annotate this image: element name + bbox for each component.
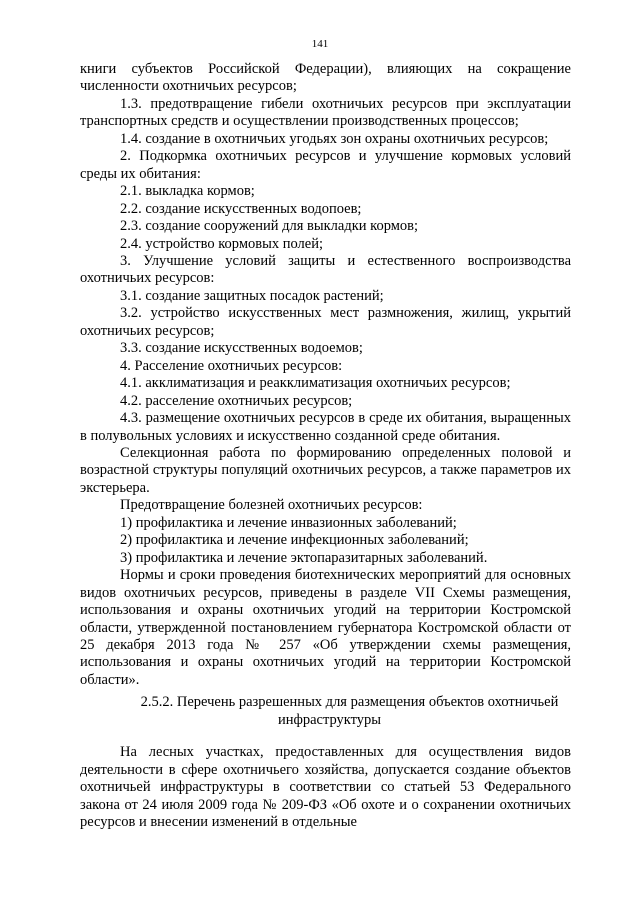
paragraph: книги субъектов Российской Федерации), влияющих на сокращение численности охотничьих ресурсов; <box>80 61 571 95</box>
paragraph: 2. Подкормка охотничьих ресурсов и улучшение кормовых условий среды их обитания: <box>80 148 571 182</box>
paragraph: 2.1. выкладка кормов; <box>120 183 255 200</box>
paragraph: 3.1. создание защитных посадок растений; <box>120 287 384 304</box>
closing-paragraph: На лесных участках, предоставленных для осуществления видов деятельности в сфере охотничьего хозяйства, допускается создание объектов охотничьей инфраструктуры в соответствии со статьей 53 Федерального закона от 24 июля 2009 года № 209-ФЗ «Об охоте и о сохранении охотничьих ресурсов и внесении изменений в отдельные <box>80 744 571 831</box>
paragraph: 3. Улучшение условий защиты и естественного воспроизводства охотничьих ресурсов: <box>80 252 571 287</box>
paragraph: 4.1. акклиматизация и реакклиматизация охотничьих ресурсов; <box>120 375 511 392</box>
paragraph: Предотвращение болезней охотничьих ресурсов: <box>120 497 423 514</box>
paragraph: 2.3. создание сооружений для выкладки кормов; <box>120 218 419 235</box>
paragraph: 3) профилактика и лечение эктопаразитарных заболеваний. <box>120 549 488 566</box>
paragraph: 1.3. предотвращение гибели охотничьих ресурсов при эксплуатации транспортных средств и осуществлении производственных процессов; <box>80 95 571 130</box>
paragraph: 3.3. создание искусственных водоемов; <box>120 340 363 357</box>
paragraph: 1) профилактика и лечение инвазионных заболеваний; <box>120 514 457 531</box>
paragraph: 2.2. создание искусственных водопоев; <box>120 200 362 217</box>
paragraph: 2) профилактика и лечение инфекционных заболеваний; <box>120 532 469 549</box>
paragraph: 3.2. устройство искусственных мест размножения, жилищ, укрытий охотничьих ресурсов; <box>80 305 571 339</box>
paragraph: Нормы и сроки проведения биотехнических мероприятий для основных видов охотничьих ресурсов, приведены в разделе VII Схемы размещения, использования и охраны охотничьих угодий на территории Костромской области, утвержденной постановлением губернатора Костромской области от 25 декабря 2013 года № 257 «Об утверждении схемы размещения, использования и охраны охотничьих угодий на территории Костромской области». <box>80 567 571 688</box>
section-heading: 2.5.2. Перечень разрешенных для размещения объектов охотничьей инфраструктуры <box>140 694 559 728</box>
paragraph-list <box>80 61 571 689</box>
paragraph: 1.4. создание в охотничьих угодьях зон охраны охотничьих ресурсов; <box>120 130 549 147</box>
paragraph: Селекционная работа по формированию определенных половой и возрастной структуры популяций охотничьих ресурсов, а также параметров их экстерьера. <box>80 444 571 496</box>
body-text <box>80 61 571 831</box>
paragraph: 2.4. устройство кормовых полей; <box>120 235 323 252</box>
paragraph: 4.3. размещение охотничьих ресурсов в среде их обитания, выращенных в полувольных условиях и искусственно созданной среде обитания. <box>80 410 571 444</box>
paragraph: 4. Расселение охотничьих ресурсов: <box>120 357 343 374</box>
paragraph: 4.2. расселение охотничьих ресурсов; <box>120 392 353 409</box>
page-number: 141 <box>311 38 329 50</box>
